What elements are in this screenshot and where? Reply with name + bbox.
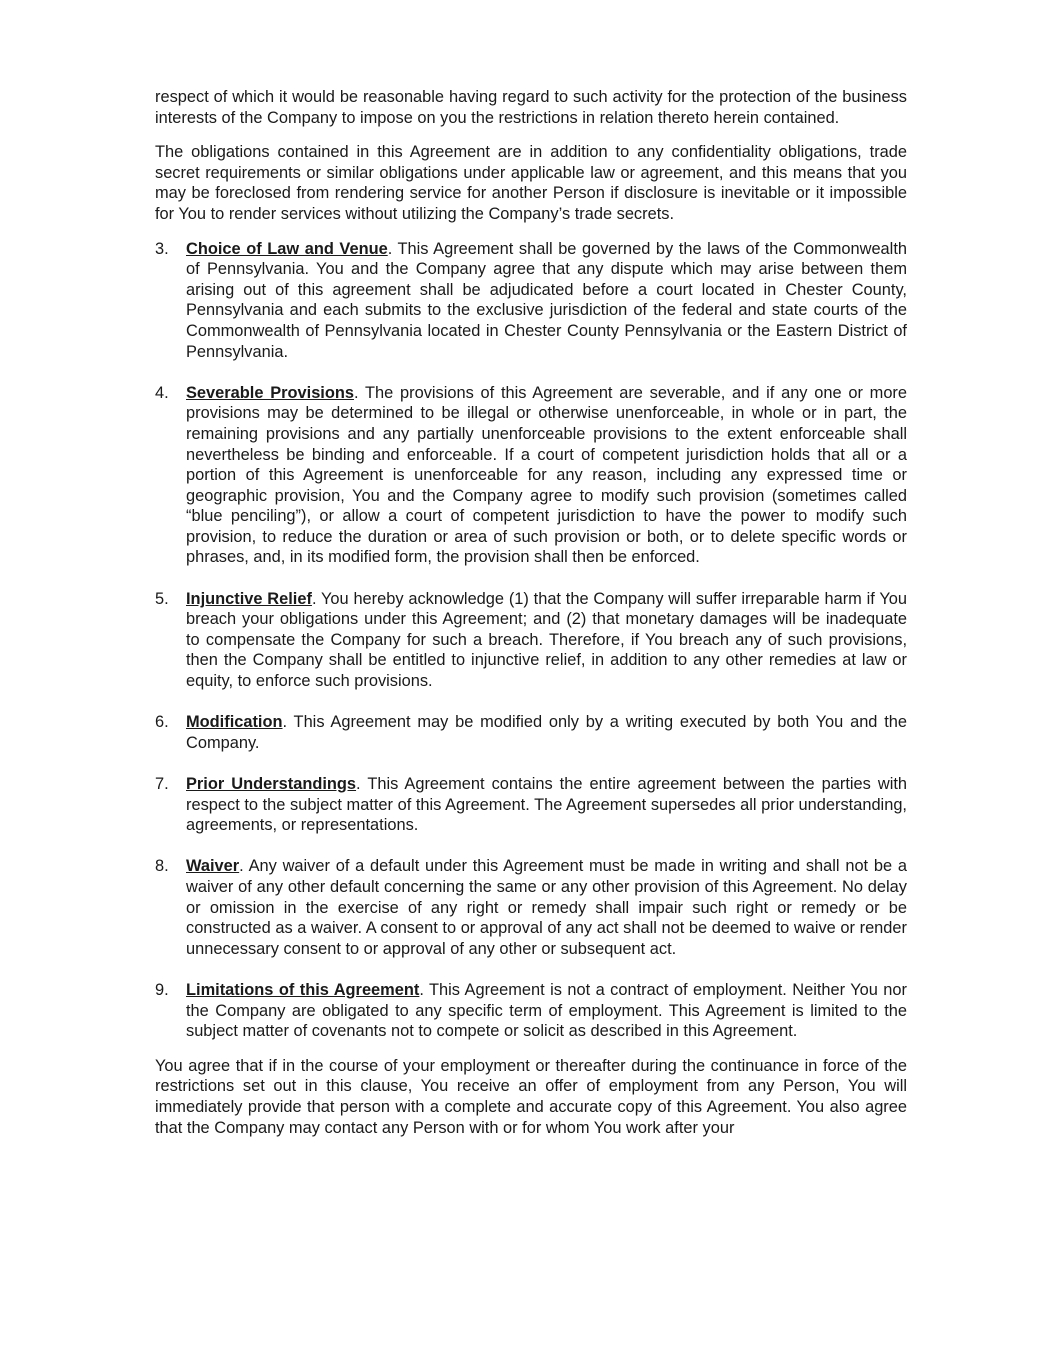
section-body: . This Agreement may be modified only by a writing executed by both You and the Company. [186, 713, 907, 752]
section-heading: Limitations of this Agreement [186, 980, 420, 999]
obligations-paragraph: The obligations contained in this Agreement are in addition to any confidentiality obligations, trade secret requirements or similar obligations under applicable law or agreement, and this means that you may be foreclosed from rendering service for another Person if disclosure is inevitable or it impossible for You to render services without utilizing the Company’s trade secrets. [155, 143, 907, 223]
document-page [155, 87, 907, 1138]
section-text [186, 589, 907, 692]
section-heading: Injunctive Relief [186, 589, 312, 608]
section-number: 6. [155, 713, 169, 732]
section-body: . This Agreement shall be governed by the laws of the Commonwealth of Pennsylvania. You and the Company agree that any dispute which may arise between them arising out of this agreement shall be adjudicated before a court located in Chester County, Pennsylvania and each submits to the exclusive jurisdiction of the federal and state courts of the Commonwealth of Pennsylvania located in Chester County Pennsylvania or the Eastern District of Pennsylvania. [186, 239, 907, 361]
section-text [186, 774, 907, 836]
closing-paragraph: You agree that if in the course of your employment or thereafter during the continuance in force of the restrictions set out in this clause, You receive an offer of employment from any Person, You will immediately provide that person with a complete and accurate copy of this Agreement. You also agree that the Company may contact any Person with or for whom You work after your [155, 1056, 907, 1137]
section-number: 9. [155, 980, 169, 999]
section-body: . You hereby acknowledge (1) that the Company will suffer irreparable harm if You breach your obligations under this Agreement; and (2) that monetary damages will be inadequate to compensate the Company for such a breach. Therefore, if You breach any of such provisions, then the Company shall be entitled to injunctive relief, in addition to any other remedies at law or equity, to enforce such provisions. [186, 589, 907, 691]
section-heading: Modification [186, 713, 283, 732]
section-6 [155, 712, 907, 753]
section-heading: Severable Provisions [186, 383, 355, 402]
section-text [186, 980, 907, 1042]
section-heading: Prior Understandings [186, 775, 357, 793]
section-heading: Choice of Law and Venue [186, 239, 388, 258]
section-number: 8. [155, 857, 169, 876]
section-number: 5. [155, 589, 169, 608]
section-heading: Waiver [186, 857, 240, 876]
section-9 [155, 980, 907, 1042]
section-number: 7. [155, 775, 169, 793]
section-8 [155, 856, 907, 959]
section-7 [155, 774, 907, 836]
section-body: . Any waiver of a default under this Agreement must be made in writing and shall not be a waiver of any other default concerning the same or any other provision of this Agreement. No delay or omission in the exercise of any right or remedy shall impair such right or remedy or be constructed as a waiver. A consent to or approval of any act shall not be deemed to waive or render unnecessary consent to or approval of any other or subsequent act. [186, 857, 907, 958]
section-3 [155, 239, 907, 363]
section-5 [155, 589, 907, 692]
section-number: 3. [155, 239, 169, 258]
section-text [186, 712, 907, 753]
section-body: . The provisions of this Agreement are severable, and if any one or more provisions may be determined to be illegal or otherwise unenforceable, in whole or in part, the remaining provisions and any partially unenforceable provisions to the extent enforceable shall nevertheless be binding and enforceable. If a court of competent jurisdiction holds that all or a portion of this Agreement is unenforceable for any reason, including any expressed time or geographic provision, You and the Company agree to modify such provision (sometimes called “blue penciling”), or allow a court of competent jurisdiction to have the power to modify such provision, to reduce the duration or area of such provision or both, or to delete specific words or phrases, and, in its modified form, the provision shall then be enforced. [186, 383, 908, 567]
section-number: 4. [155, 383, 169, 402]
section-text [186, 383, 907, 568]
section-text [186, 856, 907, 959]
section-4 [155, 383, 907, 568]
section-text [186, 239, 907, 363]
section-body: . This Agreement is not a contract of employment. Neither You nor the Company are obligated to any specific term of employment. This Agreement is limited to the subject matter of covenants not to compete or solicit as described in this Agreement. [186, 980, 907, 1041]
section-body: . This Agreement contains the entire agreement between the parties with respect to the subject matter of this Agreement. The Agreement supersedes all prior understanding, agreements, or representations. [186, 775, 908, 835]
continuation-paragraph: respect of which it would be reasonable having regard to such activity for the protection of the business interests of the Company to impose on you the restrictions in relation thereto herein contained. [155, 88, 907, 127]
